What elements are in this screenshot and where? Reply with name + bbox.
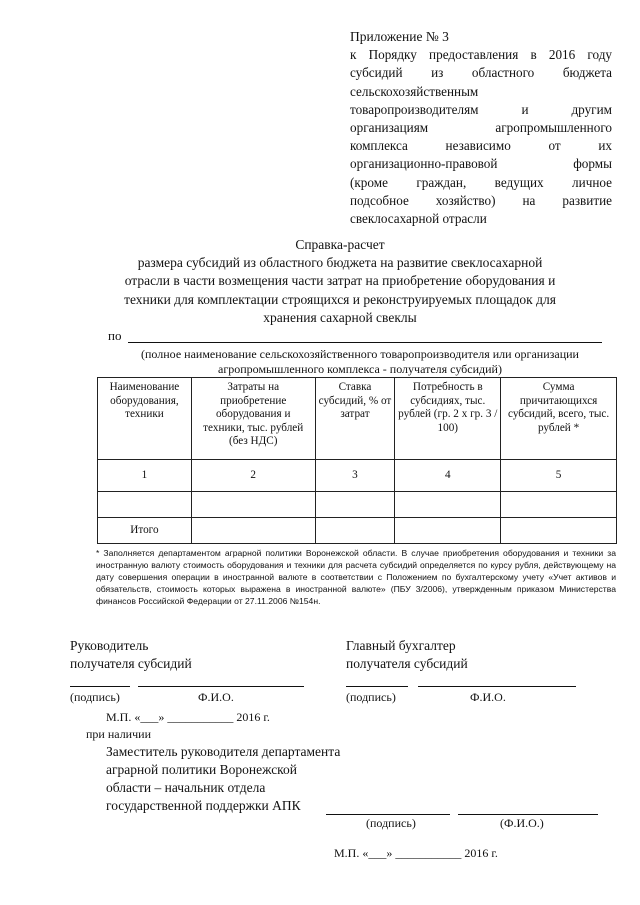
doc-title [60, 236, 620, 327]
head-fio-line[interactable] [138, 686, 304, 687]
accountant-signature-line[interactable] [346, 686, 408, 687]
stamp-line: М.П. «___» ___________ 2016 г. [106, 710, 270, 724]
deputy-title-line: Заместитель руководителя департамента [106, 744, 341, 759]
hint-line: агропромышленного комплекса - получателя субсидий) [218, 362, 502, 376]
column-number: 2 [191, 460, 315, 492]
head-title-line: получателя субсидий [70, 656, 192, 671]
table-cell[interactable] [395, 492, 501, 518]
appendix-line: субсидий из областного бюджета [350, 65, 612, 81]
table-cell[interactable] [501, 518, 617, 544]
deputy-fio-label: (Ф.И.О.) [500, 816, 544, 830]
column-number: 1 [98, 460, 192, 492]
column-number: 5 [501, 460, 617, 492]
table-cell[interactable] [315, 492, 395, 518]
deputy-title-line: государственной поддержки АПК [106, 798, 301, 813]
head-signature-line[interactable] [70, 686, 130, 687]
accountant-fio-line[interactable] [418, 686, 576, 687]
column-header: Потребность в субсидиях, тыс. рублей (гр. 2 х гр. 3 / 100) [395, 378, 501, 460]
accountant-fio-label: Ф.И.О. [470, 690, 506, 704]
table-total-row [98, 518, 617, 544]
appendix-block [350, 28, 612, 228]
appendix-line: комплекса независимо от их [350, 138, 612, 154]
column-header: Сумма причитающихся субсидий, всего, тыс. рублей * [501, 378, 617, 460]
deputy-fio-line[interactable] [458, 814, 598, 815]
appendix-line: (кроме граждан, ведущих личное [350, 174, 612, 190]
accountant-sign-label: (подпись) [346, 690, 396, 704]
accountant-title [346, 637, 468, 673]
deputy-title-line: области – начальник отдела [106, 780, 266, 795]
title-line: хранения сахарной свеклы [263, 309, 417, 325]
recipient-hint [100, 347, 620, 377]
accountant-title-line: получателя субсидий [346, 656, 468, 671]
title-line: размера субсидий из областного бюджета на развитие свеклосахарной [137, 255, 543, 271]
table-cell[interactable] [98, 492, 192, 518]
appendix-line: организациям агропромышленного [350, 119, 612, 135]
deputy-title-line: аграрной политики Воронежской [106, 762, 298, 777]
table-header-row [98, 378, 617, 460]
head-title [70, 637, 192, 673]
table-number-row [98, 460, 617, 492]
table-cell[interactable] [501, 492, 617, 518]
deputy-signature-line[interactable] [326, 814, 450, 815]
head-fio-label: Ф.И.О. [198, 690, 234, 704]
table-row [98, 492, 617, 518]
appendix-line: сельскохозяйственным [350, 83, 479, 99]
column-number: 3 [315, 460, 395, 492]
deputy-title [106, 743, 340, 815]
hint-line: (полное наименование сельскохозяйственного товаропроизводителя или организации [141, 347, 579, 361]
total-label: Итого [98, 518, 192, 544]
deputy-sign-label: (подпись) [366, 816, 416, 830]
table-cell[interactable] [395, 518, 501, 544]
column-number: 4 [395, 460, 501, 492]
appendix-line: к Порядку предоставления в 2016 году [350, 47, 612, 63]
appendix-line: организационно-правовой формы [350, 156, 612, 172]
appendix-line: свеклосахарной отрасли [350, 210, 487, 226]
column-header: Затраты на приобретение оборудования и техники, тыс. рублей (без НДС) [191, 378, 315, 460]
title-line: отрасли в части возмещения части затрат на приобретение оборудования и [124, 273, 556, 289]
accountant-title-line: Главный бухгалтер [346, 638, 456, 653]
stamp-line-2: М.П. «___» ___________ 2016 г. [334, 846, 498, 860]
column-header: Наименование оборудования, техники [98, 378, 192, 460]
head-sign-label: (подпись) [70, 690, 120, 704]
footnote: * Заполняется департаментом аграрной политики Воронежской области. В случае приобретения оборудования и техники за иностранную валюту стоимость оборудования и техники для расчета субсидий определяется по курсу рубля, действующему на дату совершения операции в иностранной валюте в соответствии с Положением по бухгалтерскому учету «Учет активов и обязательств, стоимость которых выражена в иностранной валюте» (ПБУ 3/2006), утвержденным приказом Министерства финансов Российской Федерации от 27.11.2006 №154н. [96, 548, 616, 606]
table-cell[interactable] [315, 518, 395, 544]
title-line: Справка-расчет [295, 237, 385, 252]
appendix-line: подсобное хозяйство) на развитие [350, 192, 612, 208]
table-cell[interactable] [191, 492, 315, 518]
column-header: Ставка субсидий, % от затрат [315, 378, 395, 460]
table-cell[interactable] [191, 518, 315, 544]
appendix-heading: Приложение № 3 [350, 29, 449, 44]
title-line: техники для комплектации строящихся и реконструируемых площадок для [124, 291, 556, 307]
recipient-input-line[interactable] [128, 342, 602, 343]
calculation-table [97, 377, 617, 544]
appendix-line: товаропроизводителям и другим [350, 101, 612, 117]
stamp-note: при наличии [86, 727, 151, 741]
recipient-prefix: по [108, 328, 122, 343]
head-title-line: Руководитель [70, 638, 149, 653]
